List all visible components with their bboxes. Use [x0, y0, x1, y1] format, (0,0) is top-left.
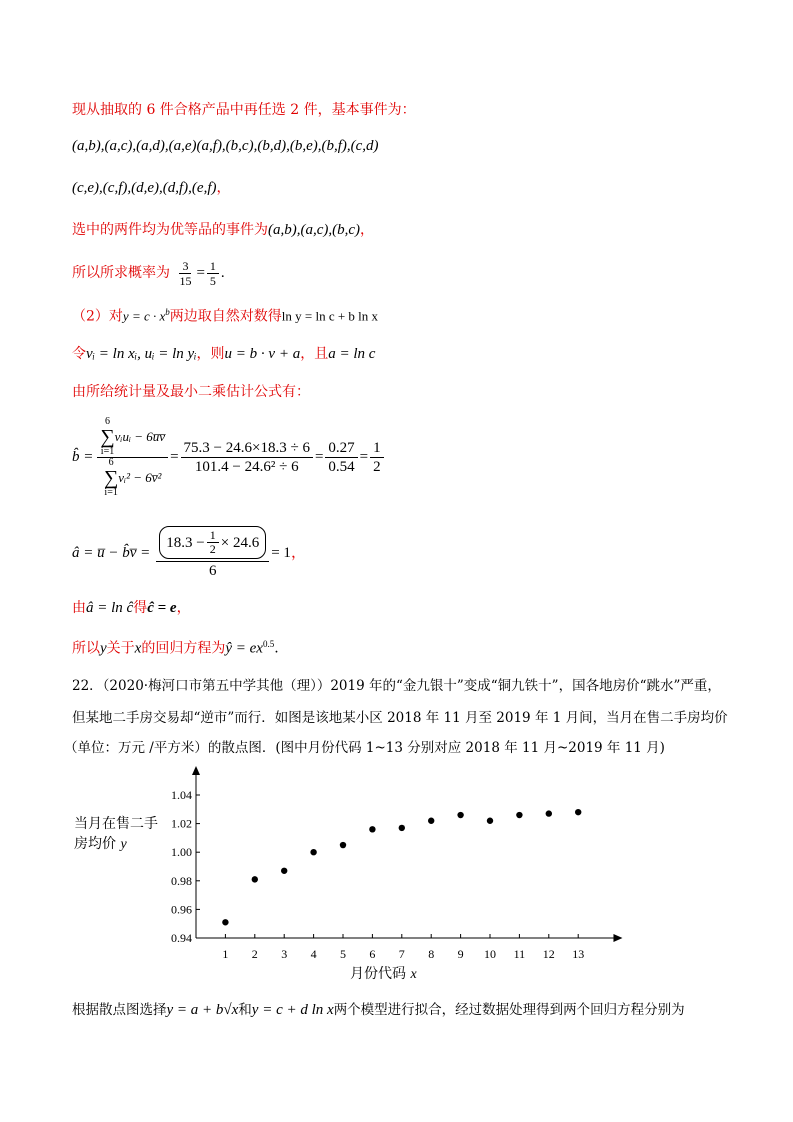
chart-points [222, 809, 581, 926]
x-axis-arrow [613, 934, 622, 942]
problem-22-line-3: （单位：万元 /平方米）的散点图．(图中月份代码 1~13 分别对应 2018 年 11 月~2019 年 11 月) [64, 740, 665, 756]
bhat-denominator [101, 458, 164, 498]
substitution-expr-2: u = b · v + a [224, 346, 301, 362]
data-point [516, 812, 522, 818]
bhat-denominator-expr: vᵢ² − 6v̅² [118, 469, 162, 485]
chart-y-axis-label [74, 814, 158, 855]
final-mid-1: 关于 [106, 640, 135, 657]
ahat-half-fraction [207, 529, 219, 556]
model-1: y = a + b√x [166, 1002, 239, 1018]
least-squares-line: 由所给统计量及最小二乘估计公式有： [72, 384, 310, 400]
ahat-label: â = u̅ − b̂v̅ = [72, 545, 151, 561]
bhat-eq-3: = [359, 449, 369, 465]
solution-line-1: 现从抽取的 6 件合格产品中再任选 2 件，基本事件为： [72, 102, 416, 118]
chart-y-axis-label-line-1: 当月在售二手 [74, 816, 158, 832]
ahat-fraction [156, 526, 269, 580]
y-tick-label: 1.02 [171, 816, 192, 831]
basic-events-row-1: (a,b),(a,c),(a,d),(a,e)(a,f),(b,c),(b,d),(b,e),(b,f),(c,d) [72, 138, 379, 154]
data-point [369, 826, 375, 832]
probability-fraction-1-den: 15 [179, 273, 192, 288]
bhat-decimal-fraction [325, 439, 357, 476]
data-point [281, 868, 287, 874]
probability-fraction-2-den: 5 [209, 273, 216, 288]
substitution-mid-2: ，且 [300, 346, 329, 362]
bhat-result-num: 1 [370, 439, 384, 458]
best-events-expr: (a,b),(a,c),(b,c) [268, 222, 361, 238]
chart-y-axis-label-line-2: 房均价 y [74, 836, 127, 852]
ahat-paren [159, 526, 266, 559]
c-hat-expr-2: ĉ = e [147, 600, 177, 616]
bhat-decimal-num: 0.27 [325, 439, 357, 458]
bhat-formula [72, 414, 386, 500]
x-tick-label: 8 [428, 947, 435, 961]
bhat-decimal-den: 0.54 [328, 458, 355, 475]
c-hat-line [72, 598, 191, 618]
data-point [399, 825, 405, 831]
best-events-prefix: 选中的两件均为优等品的事件为 [72, 222, 268, 238]
y-tick-label: 1.04 [171, 788, 192, 802]
chart-x-axis-label: 月份代码 x [350, 966, 417, 982]
x-tick-label: 6 [369, 947, 376, 961]
data-point [222, 919, 228, 925]
data-point [252, 876, 258, 882]
ahat-half-num: 1 [207, 529, 219, 543]
chart-y-ticks [171, 788, 200, 945]
ahat-numerator [156, 526, 269, 562]
bhat-result-den: 2 [373, 458, 381, 475]
c-hat-prefix: 由 [72, 600, 86, 616]
probability-fraction-2-num: 1 [207, 259, 219, 274]
substitution-expr-1: vᵢ = ln xᵢ, uᵢ = ln yᵢ [86, 346, 197, 362]
problem-22-line-2: 但某地二手房交易却“逆市”而行．如图是该地某小区 2018 年 11 月至 2019 年 1 月间，当月在售二手房均价 [72, 710, 728, 726]
probability-prefix: 所以所求概率为 [72, 265, 170, 281]
x-tick-label: 2 [251, 947, 258, 961]
ahat-result: = 1 [271, 545, 291, 561]
data-point [575, 809, 581, 815]
model-choice-line [72, 1000, 685, 1020]
bhat-calc-den: 101.4 − 24.6² ÷ 6 [194, 458, 299, 475]
best-events-tail: ， [360, 222, 375, 238]
probability-fraction-1-num: 3 [179, 259, 191, 274]
data-point [457, 812, 463, 818]
part2-exponent: b [165, 307, 170, 317]
bhat-eq-2: = [314, 449, 324, 465]
part2-prefix: （2）对 [72, 308, 123, 325]
bhat-numerator-expr: vᵢuᵢ − 6u̅v̅ [114, 428, 166, 444]
c-hat-mid: 得 [133, 600, 148, 616]
part2-line [72, 302, 378, 327]
sum-symbol-top: 6 ∑ i=1 [100, 415, 115, 457]
x-tick-label: 5 [340, 947, 346, 961]
part2-power-expr: y = c · x [122, 308, 166, 324]
ahat-denominator: 6 [209, 563, 217, 579]
probability-line [72, 258, 225, 288]
x-tick-label: 9 [457, 947, 464, 961]
final-eq: ŷ = ex [225, 640, 263, 657]
final-exponent: 0.5 [262, 639, 275, 649]
y-axis-arrow [192, 766, 200, 775]
x-tick-label: 4 [310, 947, 317, 961]
x-tick-label: 3 [281, 947, 288, 961]
bhat-label: b̂ = [72, 449, 94, 465]
problem-22-line-1: 22．（2020·梅河口市第五中学其他（理））2019 年的“金九银十”变成“铜九铁十”，国各地房价“跳水”严重， [72, 678, 721, 694]
c-hat-expr-1: â = ln ĉ [86, 600, 134, 616]
bhat-fraction [97, 417, 168, 498]
final-x: x [134, 640, 142, 657]
best-events-line [72, 220, 374, 240]
final-mid-2: 的回归方程为 [141, 640, 226, 657]
substitution-mid-1: ，则 [196, 346, 225, 362]
probability-tail: . [220, 265, 225, 281]
probability-fraction-1 [176, 259, 194, 288]
substitution-line [72, 344, 375, 364]
ahat-formula [72, 520, 306, 586]
part2-mid: 两边取自然对数得 [169, 308, 282, 325]
final-y: y [100, 640, 107, 657]
model-and: 和 [238, 1002, 252, 1018]
substitution-expr-3: a = ln c [328, 346, 376, 362]
x-tick-label: 1 [222, 947, 229, 961]
data-point [340, 842, 346, 848]
y-tick-label: 0.98 [171, 873, 192, 888]
chart-axes [192, 766, 622, 942]
final-line [72, 634, 279, 659]
model-choice-prefix: 根据散点图选择 [72, 1002, 167, 1018]
data-point [310, 849, 316, 855]
data-point [428, 818, 434, 824]
basic-events-row-2-expr: (c,e),(c,f),(d,e),(d,f),(e,f) [72, 180, 217, 196]
x-tick-label: 12 [542, 947, 555, 961]
basic-events-row-2-tail: ， [216, 180, 231, 196]
final-tail: . [274, 640, 279, 657]
bhat-eq-1: = [170, 449, 179, 465]
bhat-numerator [97, 417, 168, 458]
c-hat-tail: ， [176, 600, 191, 616]
sum-symbol-bottom: 6 ∑ i=1 [104, 456, 119, 498]
x-tick-label: 13 [572, 947, 585, 961]
bhat-result-fraction [370, 439, 384, 476]
x-tick-label: 10 [484, 947, 496, 961]
ahat-paren-pre: 18.3 − [166, 534, 205, 551]
y-tick-label: 0.94 [171, 931, 192, 945]
data-point [546, 810, 552, 816]
model-choice-suffix: 两个模型进行拟合，经过数据处理得到两个回归方程分别为 [333, 1002, 685, 1018]
part2-log-expr: ln y = ln c + b ln x [281, 308, 379, 324]
model-2: y = c + d ln x [251, 1002, 334, 1018]
y-tick-label: 1.00 [171, 845, 192, 860]
ahat-paren-post: × 24.6 [220, 534, 260, 551]
final-prefix: 所以 [72, 640, 100, 657]
y-tick-label: 0.96 [171, 902, 192, 917]
probability-eq: = [196, 265, 205, 281]
chart-x-ticks [222, 934, 584, 961]
basic-events-row-2 [72, 178, 231, 198]
bhat-calc-fraction [181, 439, 313, 476]
data-point [487, 818, 493, 824]
x-tick-label: 11 [513, 947, 526, 961]
x-tick-label: 7 [398, 947, 405, 961]
probability-fraction-2 [207, 259, 219, 288]
bhat-calc-num: 75.3 − 24.6×18.3 ÷ 6 [181, 439, 313, 458]
ahat-half-den: 2 [209, 542, 216, 556]
substitution-prefix: 令 [72, 346, 86, 362]
ahat-tail: ， [290, 545, 306, 561]
